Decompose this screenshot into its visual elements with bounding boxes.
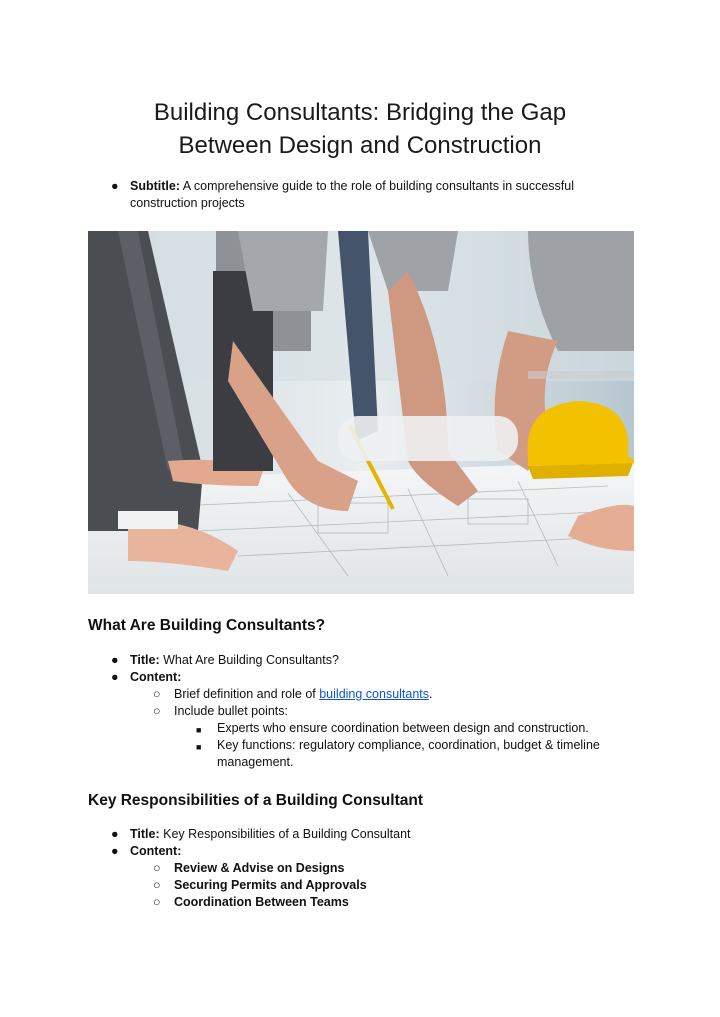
page-title [0,96,720,162]
section1-content-label: Content: [130,670,182,684]
subtitle-text: A comprehensive guide to the role of building consultants in successful [182,179,575,193]
section1-definition-item [174,686,433,703]
bullet-square: ■ [196,742,202,752]
bullet-disc: ● [111,653,119,667]
subtitle-text-cont: construction projects [130,196,245,210]
section2-title-item [130,826,411,843]
bullet-square: ■ [196,725,202,735]
consultants-photo [88,231,634,594]
bullet-disc: ● [111,844,119,858]
section2-content-label: Content: [130,844,182,858]
subtitle-item [130,178,574,195]
section1-bullets-item: Include bullet points: [174,704,288,718]
bullet-disc: ● [111,827,119,841]
bullet-disc: ● [111,179,119,193]
building-consultants-link[interactable]: building consultants [319,687,430,701]
title-line-2: Between Design and Construction [178,132,542,159]
bullet-circle: ○ [153,861,161,875]
section2-title-text: Key Responsibilities of a Building Consultant [163,827,411,841]
bullet-circle: ○ [153,687,161,701]
responsibility-item: Securing Permits and Approvals [174,878,367,892]
bullet-circle: ○ [153,878,161,892]
bullet-circle: ○ [153,895,161,909]
responsibility-item: Review & Advise on Designs [174,861,345,875]
section1-sub-item-2-line1: Key functions: regulatory compliance, coordination, budget & timeline [217,738,600,752]
construction-meeting-photo-icon [88,231,634,594]
definition-prefix: Brief definition and role of [174,687,320,701]
definition-suffix: . [429,687,433,701]
section1-title-item [130,652,339,669]
section-heading-key-responsibilities: Key Responsibilities of a Building Consultant [88,792,423,809]
subtitle-label: Subtitle: [130,179,180,193]
section1-title-text: What Are Building Consultants? [163,653,339,667]
section1-sub-item-2-line2: management. [217,755,294,769]
responsibility-item: Coordination Between Teams [174,895,349,909]
section1-title-label: Title: [130,653,160,667]
section-heading-what-are: What Are Building Consultants? [88,617,326,634]
bullet-circle: ○ [153,704,161,718]
title-line-1: Building Consultants: Bridging the Gap [153,99,567,126]
bullet-disc: ● [111,670,119,684]
section1-sub-item-1: Experts who ensure coordination between design and construction. [217,721,589,735]
section2-title-label: Title: [130,827,160,841]
